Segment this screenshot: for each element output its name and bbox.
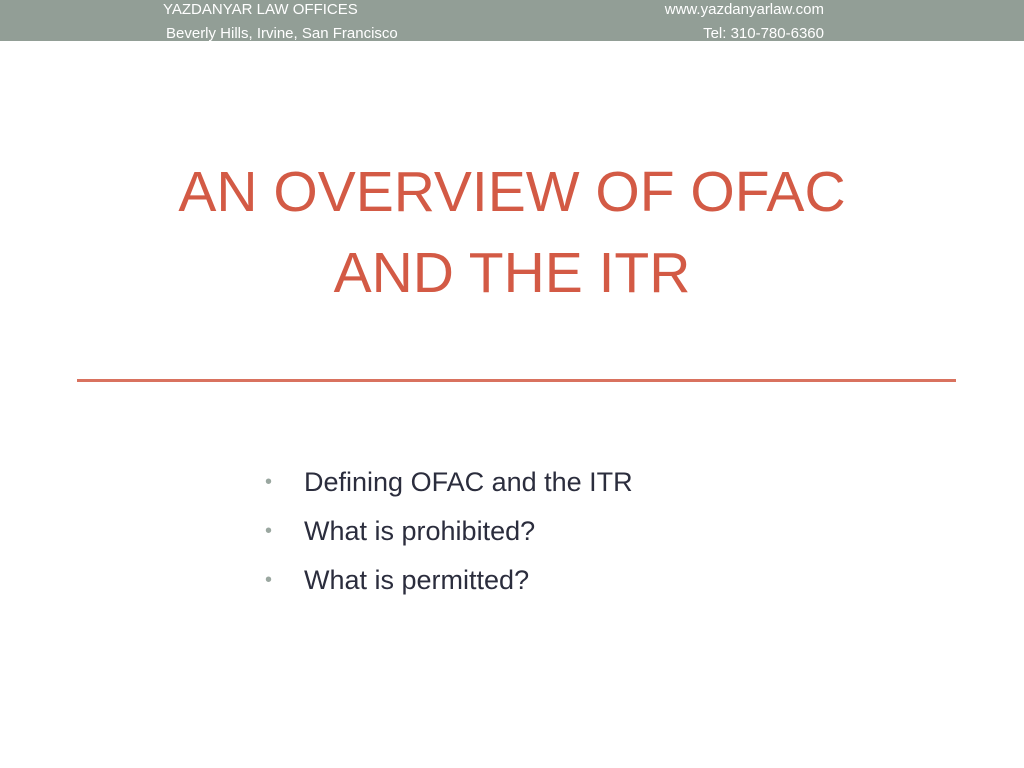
phone-number: Tel: 310-780-6360 (703, 25, 824, 42)
bullet-item (265, 460, 633, 509)
header-band (0, 0, 1024, 41)
bullet-dot-icon: • (265, 471, 273, 493)
office-locations: Beverly Hills, Irvine, San Francisco (166, 25, 398, 42)
bullet-text: What is permitted? (304, 565, 530, 595)
bullet-text: Defining OFAC and the ITR (304, 467, 633, 497)
bullet-text: What is prohibited? (304, 516, 536, 546)
bullet-dot-icon: • (265, 520, 273, 542)
title-line-2: AND THE ITR (333, 241, 691, 305)
title-line-1: AN OVERVIEW OF OFAC (178, 160, 846, 224)
bullet-dot-icon: • (265, 569, 273, 591)
bullet-item (265, 558, 633, 607)
bullet-list (265, 460, 633, 607)
slide-title (80, 152, 944, 314)
firm-name: YAZDANYAR LAW OFFICES (163, 1, 358, 18)
bullet-item (265, 509, 633, 558)
title-divider (77, 379, 956, 382)
website-link[interactable]: www.yazdanyarlaw.com (664, 1, 824, 18)
